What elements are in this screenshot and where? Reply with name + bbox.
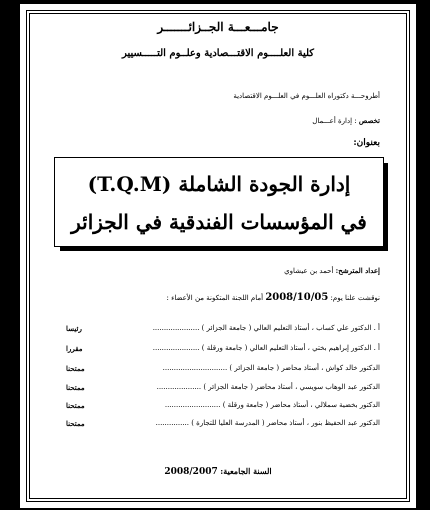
specialty-label: تخصص bbox=[358, 116, 380, 125]
committee-row bbox=[66, 419, 380, 431]
academic-year-value: 2008/2007 bbox=[164, 467, 218, 477]
committee-role: رئيسا bbox=[66, 324, 82, 333]
entitled-label: بعنوان: bbox=[353, 138, 380, 148]
title-box bbox=[54, 157, 384, 247]
committee-member: الدكتور بخضية سملالي ، أستاذ محاضر ( جامعة ورقلة ) ......................... bbox=[164, 401, 380, 409]
committee-member: الدكتور خالد كواش ، أستاذ محاضر ( جامعة الجزائر ) ............................. bbox=[162, 364, 380, 372]
committee-member: الدكتور عبد الحفيظ بنور ، أستاذ محاضر ( المدرسة العليا للتجارة ) ............... bbox=[155, 419, 380, 427]
candidate-label: إعداد المترشح: bbox=[335, 266, 380, 275]
committee-role: ممتحنا bbox=[66, 364, 85, 373]
discussion-prefix: نوقشت علنا يوم: bbox=[330, 294, 380, 302]
faculty-name: كلية العلــــوم الاقتـــصادية وعلــوم التـــــسيير bbox=[121, 48, 315, 59]
thesis-type: أطروحـــة دكتوراه العلـــوم في العلـــوم الاقتصادية bbox=[233, 92, 380, 100]
discussion-suffix: أمام اللجنة المتكونة من الأعضاء : bbox=[166, 294, 264, 302]
committee-member: أ . الدكتور إبراهيم بختي ، أستاذ التعليم العالي ( جامعة ورقلة ) ..................... bbox=[152, 344, 380, 352]
committee-row bbox=[66, 364, 380, 376]
title-line-1: إدارة الجودة الشاملة (T.Q.M) bbox=[87, 172, 351, 196]
committee-role: ممتحنا bbox=[66, 383, 85, 392]
committee-member: الدكتور عبد الوهاب سويسي ، أستاذ محاضر ( جامعة الجزائر ) .................... bbox=[156, 383, 380, 391]
committee-role: ممتحنا bbox=[66, 419, 85, 428]
discussion-date: 2008/10/05 bbox=[265, 292, 329, 303]
specialty-value: : إدارة أعـــمال bbox=[312, 117, 357, 125]
committee-member: أ . الدكتور علي كساب ، أستاذ التعليم العالي ( جامعة الجزائر ) ..................... bbox=[152, 324, 380, 332]
discussion-line bbox=[167, 292, 380, 303]
academic-year bbox=[20, 466, 416, 477]
document-page bbox=[20, 4, 416, 508]
committee-row bbox=[66, 383, 380, 395]
committee-role: مقررا bbox=[66, 344, 83, 353]
committee-row bbox=[66, 344, 380, 356]
university-name: جامـــعـــة الجــزائـــــــر bbox=[157, 20, 279, 34]
title-line-2: في المؤسسات الفندقية في الجزائر bbox=[71, 210, 367, 234]
committee-row bbox=[66, 401, 380, 413]
candidate bbox=[284, 266, 380, 275]
committee-row bbox=[66, 324, 380, 336]
specialty bbox=[312, 116, 380, 125]
committee-role: ممتحنا bbox=[66, 401, 85, 410]
candidate-name: أحمد بن عيشاوي bbox=[284, 267, 334, 275]
academic-year-label: السنة الجامعية: bbox=[220, 466, 272, 476]
